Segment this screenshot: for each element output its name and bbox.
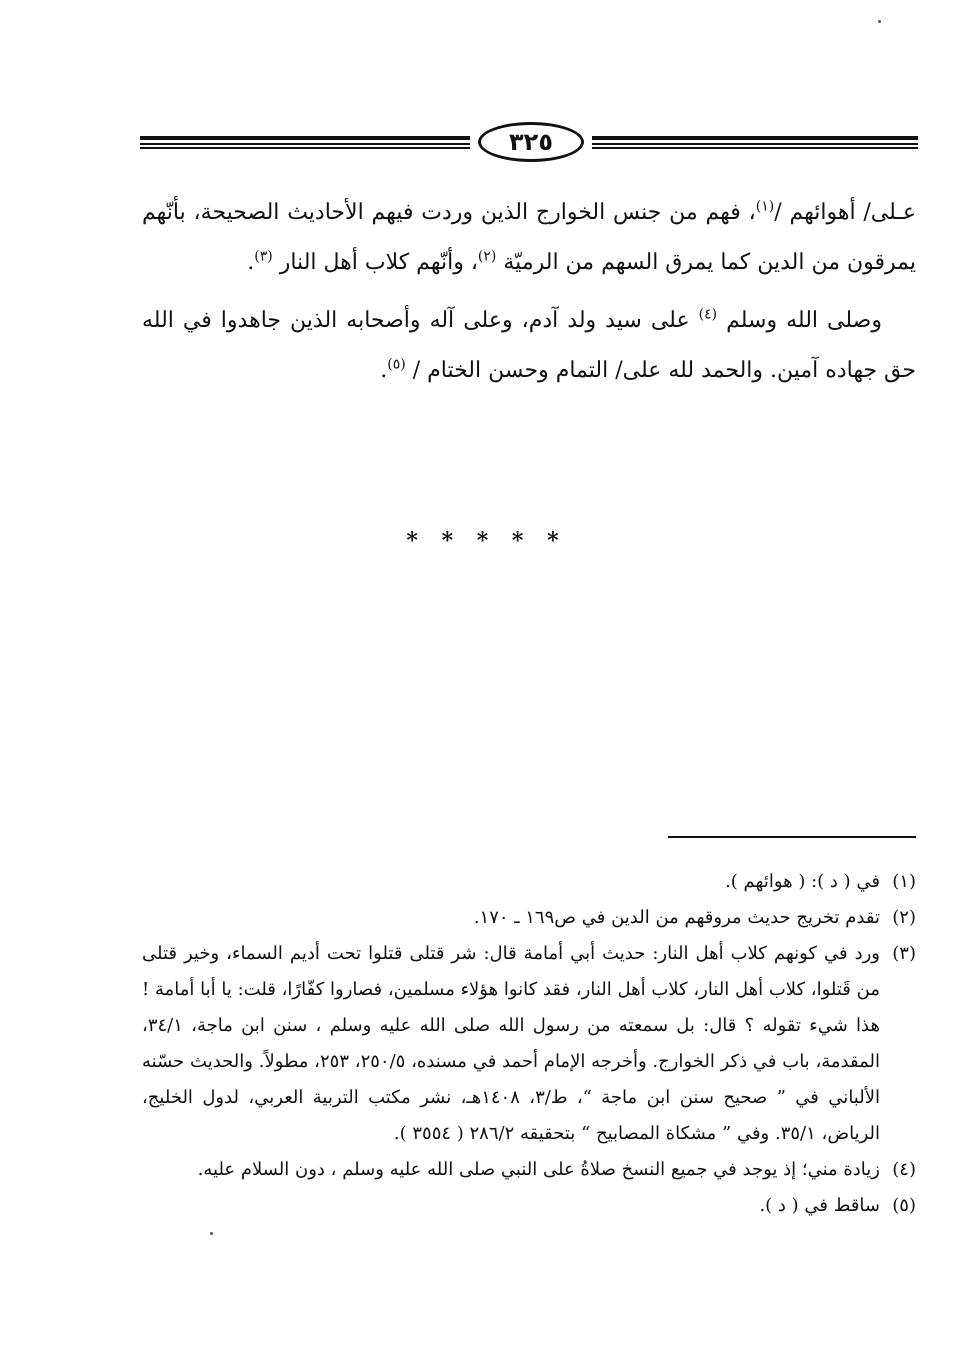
footnote-ref: (١) <box>755 198 775 215</box>
main-text <box>142 188 916 404</box>
section-separator: * * * * * <box>406 528 567 554</box>
footnote-ref: (٥) <box>387 356 406 373</box>
paragraph-1: عـلى/ أهوائهم /$^{(١)}$، فهم من جنس الخوارج الذين وردت فيهم الأحاديث الصحيحة، بأنّهم يمرقون من الدين كما يمرق السهم من الرميّة $^{(٢)}$، وأنّهم كلاب أهل النار $^{(٣)}$. <box>142 198 916 275</box>
footnote-item <box>142 900 916 936</box>
header-rule-right <box>592 136 918 150</box>
footnote-number: (٣) <box>892 943 916 964</box>
footnote-number: (٢) <box>892 907 916 928</box>
footnote-text: ساقط في ( د ). <box>759 1195 880 1216</box>
footnote-number: (٥) <box>892 1195 916 1216</box>
footnote-ref: (٤) <box>698 306 718 323</box>
footnote-text: في ( د ): ( هوائهم ). <box>725 871 880 892</box>
footnote-item <box>142 864 916 900</box>
header-rule-left <box>140 136 470 150</box>
footnotes <box>142 864 916 1224</box>
page-number: ٣٢٥ <box>478 122 584 162</box>
footnote-text: ورد في كونهم كلاب أهل النار: حديث أبي أمامة قال: شر قتلى قتلوا تحت أديم السماء، وخير قتلى من قَتلوا، كلاب أهل النار، كلاب أهل النار، فقد كانوا هؤلاء مسلمين، فصاروا كفّارًا، قلت: يا أبا أمامة ! هذا شيء تقوله ؟ قال: بل سمعته من رسول الله صلى الله عليه وسلم ، سنن ابن ماجة، ٣٤/١، المقدمة، باب في ذكر الخوارج. وأخرجه الإمام أحمد في مسنده، ٢٥٠/٥، ٢٥٣، مطولاً. والحديث حسّنه الألباني في ” صحيح سنن ابن ماجة “، ط/٣، ١٤٠٨هـ، نشر مكتب التربية العربي، لدول الخليج، الرياض، ٣٥/١. وفي ” مشكاة المصابيح “ بتحقيقه ٢٨٦/٢ ( ٣٥٥٤ ). <box>142 943 880 1144</box>
footnote-text: زيادة مني؛ إذ يوجد في جميع النسخ صلاةُ على النبي صلى الله عليه وسلم ، دون السلام عليه. <box>197 1159 880 1180</box>
footnote-divider <box>668 836 916 838</box>
footnote-number: (٤) <box>892 1159 916 1180</box>
footnote-ref: (٣) <box>254 248 273 265</box>
footnote-text: تقدم تخريج حديث مروقهم من الدين في ص١٦٩ ـ ١٧٠. <box>473 907 880 928</box>
footnote-ref: (٢) <box>477 248 497 265</box>
paragraph-2: وصلى الله وسلم $^{(٤)}$ على سيد ولد آدم، وعلى آله وأصحابه الذين جاهدوا في الله حق جهاده آمين. والحمد لله على/ التمام وحسن الختام / $^{(٥)}$. <box>142 306 916 383</box>
footnote-item <box>142 1152 916 1188</box>
page-header <box>140 120 918 170</box>
footnote-item <box>142 1188 916 1224</box>
footnote-number: (١) <box>892 871 916 892</box>
scan-speck <box>210 1232 213 1235</box>
footnote-item <box>142 936 916 1152</box>
scan-speck <box>878 20 881 23</box>
